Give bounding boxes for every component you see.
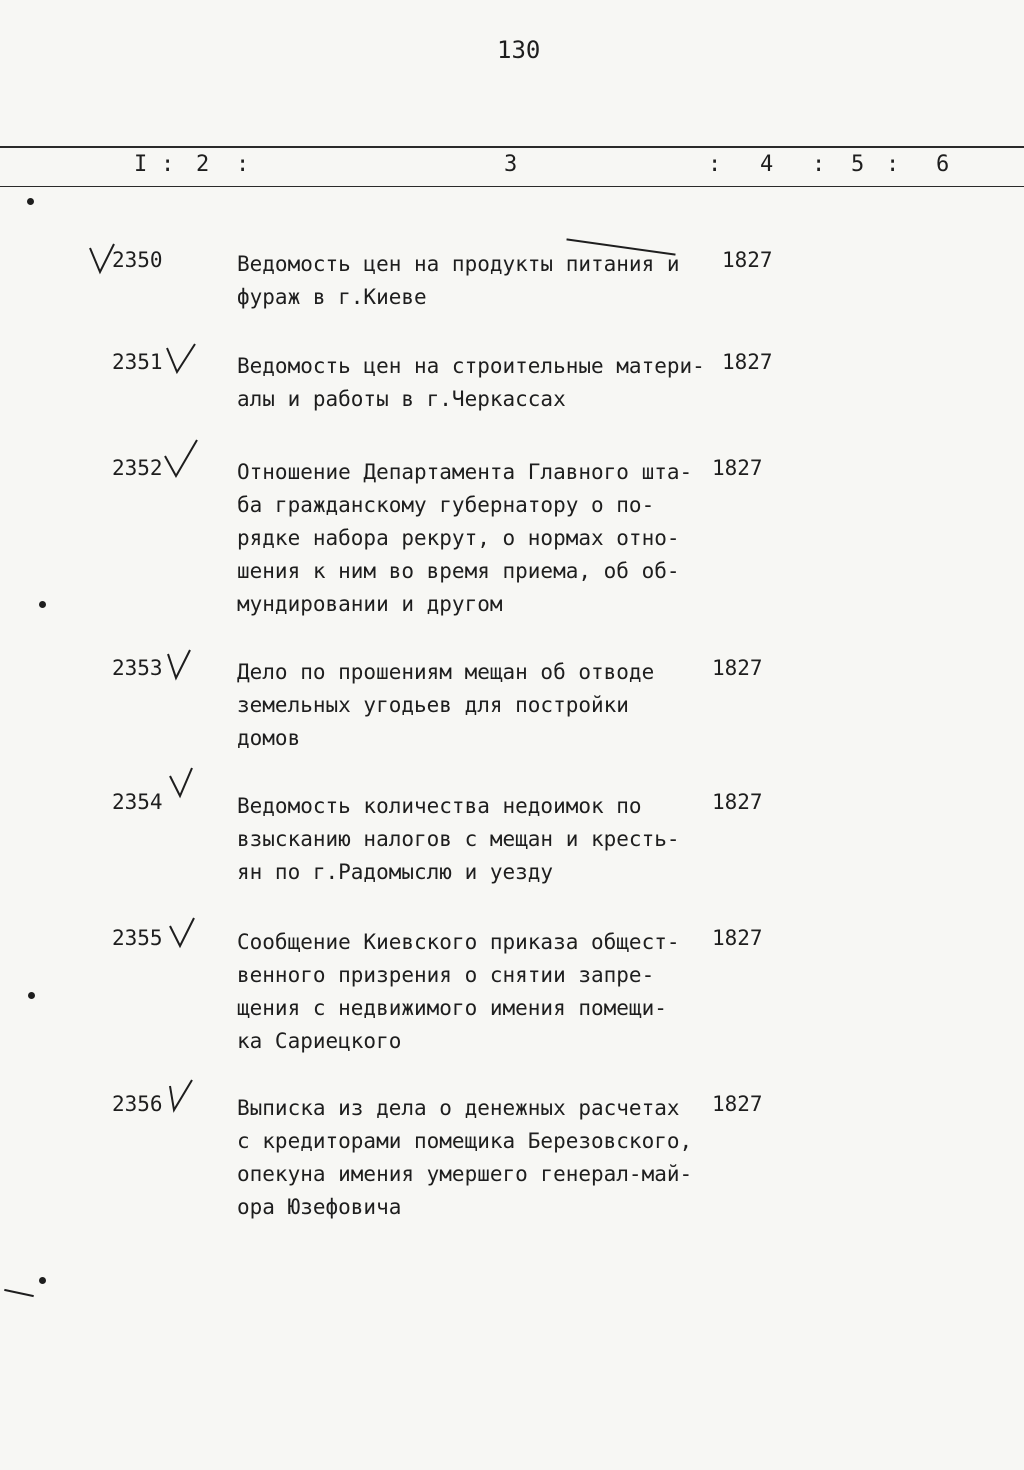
record-year: 1827 — [712, 1092, 763, 1116]
page-number: 130 — [497, 36, 541, 64]
record-title: Отношение Департамента Главного шта- ба гражданскому губернатору о по- рядке набора рекрут, о нормах отно- шения к ним во время приема, об об- мундировании и другом — [237, 460, 693, 616]
record-number: 2351 — [112, 350, 163, 374]
column-separator: : — [161, 152, 175, 177]
check-mark-icon — [168, 766, 198, 800]
record-number: 2356 — [112, 1092, 163, 1116]
column-separator: : — [236, 152, 250, 177]
record-number: 2355 — [112, 926, 163, 950]
record-title: Ведомость цен на строительные матери- алы и работы в г.Черкассах — [237, 354, 705, 411]
record-year: 1827 — [712, 926, 763, 950]
record-year: 1827 — [712, 456, 763, 480]
record-number: 2353 — [112, 656, 163, 680]
binder-hole-mark — [39, 1277, 46, 1284]
column-separator: : — [708, 152, 722, 177]
record-title: Ведомость количества недоимок по взысканию налогов с мещан и кресть- ян по г.Радомыслю и уезду — [237, 794, 680, 884]
column-header-4: 4 — [760, 152, 774, 177]
record-year: 1827 — [722, 350, 773, 374]
column-header-3: 3 — [504, 152, 518, 177]
record-year: 1827 — [722, 248, 773, 272]
record-title: Выписка из дела о денежных расчетах с кредиторами помещика Березовского, опекуна имения умершего генерал-май- ора Юзефовича — [237, 1096, 693, 1219]
column-header-2: 2 — [196, 152, 210, 177]
record-title: Сообщение Киевского приказа общест- венного призрения о снятии запре- щения с недвижимого имения помещи- ка Сариецкого — [237, 930, 680, 1053]
record-number: 2350 — [112, 248, 163, 272]
column-separator: : — [886, 152, 900, 177]
margin-stroke — [4, 1289, 34, 1297]
column-header-1: I — [134, 152, 148, 177]
column-header-5: 5 — [851, 152, 865, 177]
record-title: Дело по прошениям мещан об отводе земельных угодьев для постройки домов — [237, 660, 655, 750]
table-header-rule — [0, 186, 1024, 187]
binder-hole-mark — [39, 601, 46, 608]
record-year: 1827 — [712, 790, 763, 814]
check-mark-icon — [168, 916, 202, 950]
column-separator: : — [812, 152, 826, 177]
record-number: 2352 — [112, 456, 163, 480]
record-number: 2354 — [112, 790, 163, 814]
record-year: 1827 — [712, 656, 763, 680]
binder-hole-mark — [27, 198, 34, 205]
binder-hole-mark — [28, 992, 35, 999]
check-mark-icon — [165, 342, 199, 376]
check-mark-icon — [163, 438, 201, 480]
record-title: Ведомость цен на продукты питания и фураж в г.Киеве — [237, 252, 680, 309]
check-mark-icon — [166, 1078, 200, 1114]
column-header-6: 6 — [936, 152, 950, 177]
check-mark-icon — [166, 648, 194, 682]
table-top-rule — [0, 146, 1024, 148]
